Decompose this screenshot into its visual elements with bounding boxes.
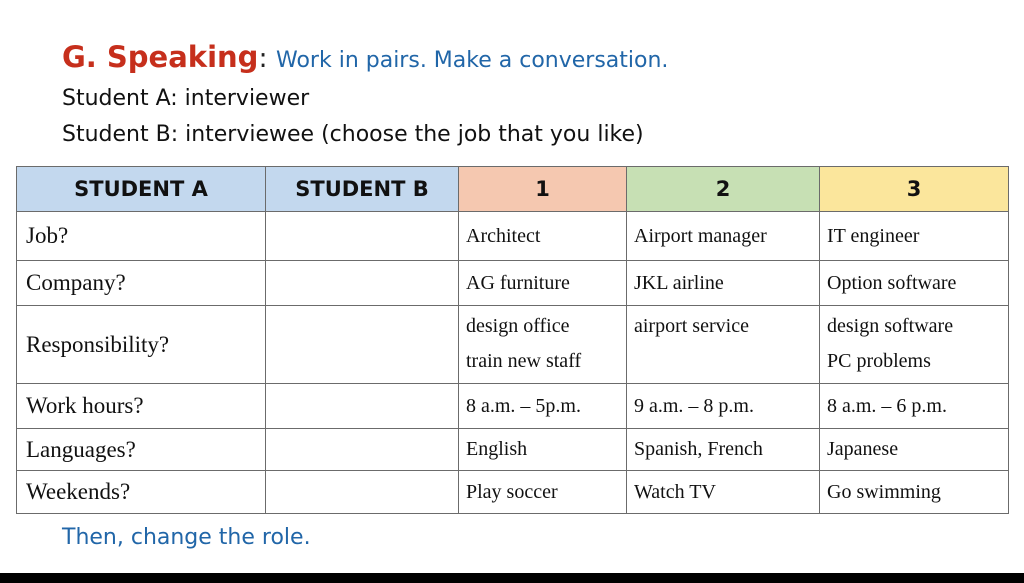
answer-cell [266, 384, 459, 429]
option-line: PC problems [827, 350, 931, 372]
question-cell: Work hours? [17, 384, 266, 429]
option-line: train new staff [466, 350, 582, 372]
bottom-letterbox-bar [0, 573, 1024, 583]
header-option-2: 2 [627, 167, 820, 212]
option-cell [459, 471, 627, 514]
table-row [17, 261, 1009, 306]
option-cell [459, 384, 627, 429]
table-row [17, 212, 1009, 261]
option-line: JKL airline [634, 271, 724, 294]
role-student-b: Student B: interviewee (choose the job that you like) [62, 122, 644, 147]
option-cell [627, 384, 820, 429]
header-option-1: 1 [459, 167, 627, 212]
option-line: airport service [634, 315, 749, 337]
answer-cell [266, 261, 459, 306]
table-row [17, 384, 1009, 429]
table-row [17, 306, 1009, 384]
option-line: design office [466, 315, 570, 337]
option-cell [627, 429, 820, 471]
option-line: Watch TV [634, 480, 716, 503]
option-line: English [466, 438, 528, 460]
option-cell [459, 261, 627, 306]
option-cell [627, 212, 820, 261]
option-cell [459, 429, 627, 471]
interview-table [16, 166, 1009, 514]
option-line: design software [827, 315, 954, 337]
option-line: Go swimming [827, 480, 941, 503]
section-heading [62, 40, 668, 74]
option-line: 8 a.m. – 5p.m. [466, 394, 581, 417]
option-line: IT engineer [827, 224, 920, 247]
answer-cell [266, 212, 459, 261]
answer-cell [266, 429, 459, 471]
option-cell [627, 471, 820, 514]
header-student-a: STUDENT A [17, 167, 266, 212]
question-cell: Responsibility? [17, 306, 266, 384]
section-label: G. Speaking [62, 40, 259, 74]
option-line: Play soccer [466, 480, 558, 503]
option-line: Architect [466, 224, 541, 247]
option-line: Option software [827, 271, 957, 294]
footer-instruction: Then, change the role. [62, 525, 311, 550]
option-cell [820, 471, 1009, 514]
option-cell [459, 306, 627, 384]
option-line: Japanese [827, 438, 899, 460]
section-instruction: Work in pairs. Make a conversation. [276, 48, 669, 73]
option-cell [820, 306, 1009, 384]
option-cell [820, 261, 1009, 306]
header-row [17, 167, 1009, 212]
option-line: Spanish, French [634, 438, 763, 460]
question-cell: Job? [17, 212, 266, 261]
table-row [17, 471, 1009, 514]
question-cell: Company? [17, 261, 266, 306]
header-option-3: 3 [820, 167, 1009, 212]
role-student-a: Student A: interviewer [62, 86, 310, 111]
option-cell [820, 429, 1009, 471]
option-line: Airport manager [634, 224, 767, 247]
question-cell: Languages? [17, 429, 266, 471]
option-cell [627, 306, 820, 384]
option-line: 8 a.m. – 6 p.m. [827, 394, 947, 417]
answer-cell [266, 471, 459, 514]
option-cell [820, 212, 1009, 261]
option-cell [627, 261, 820, 306]
option-cell [459, 212, 627, 261]
option-line: AG furniture [466, 271, 570, 294]
option-cell [820, 384, 1009, 429]
option-line: 9 a.m. – 8 p.m. [634, 394, 754, 417]
answer-cell [266, 306, 459, 384]
header-student-b: STUDENT B [266, 167, 459, 212]
question-cell: Weekends? [17, 471, 266, 514]
heading-colon: : [258, 43, 268, 74]
table-row [17, 429, 1009, 471]
